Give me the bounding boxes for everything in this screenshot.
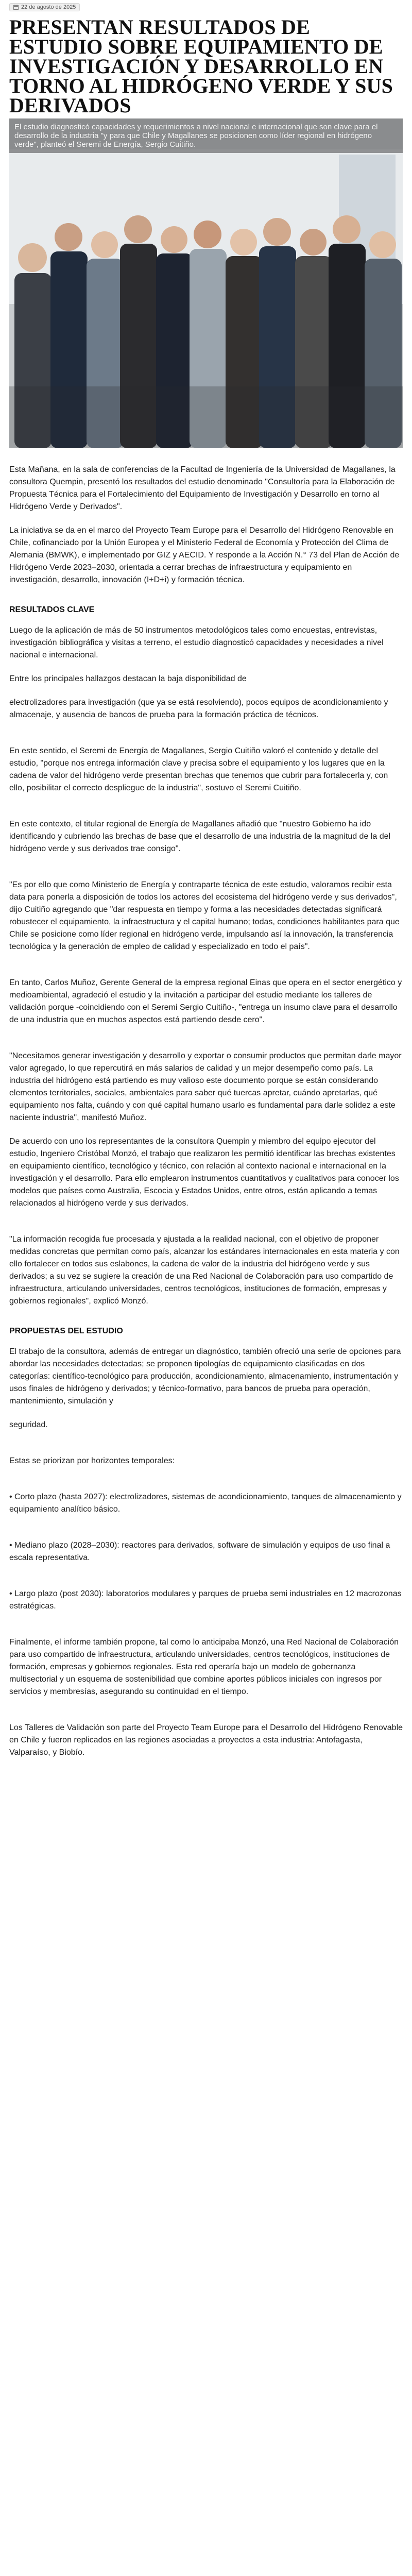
paragraph: "Necesitamos generar investigación y desarrollo y exportar o consumir productos que permitan darle mayor valor agregado, lo que repercutirá en más salarios de calidad y un mejor desempeño como país. La industria del hidrógeno está partiendo es muy valioso este documento porque se están considerando elementos territoriales, sociales, ambientales para saber qué tuercas apretar, cuándo apretarlas, qué equipamiento nos falta, cuándo y con qué capital humano usarlo es fundamental para darle solidez a este naciente industria", manifestó Muñoz. xyxy=(9,1052,402,1122)
hero-photo xyxy=(9,118,403,448)
paragraph: electrolizadores para investigación (que ya se está resolviendo), pocos equipos de acondicionamiento y almacenaje, y ausencia de bancos de prueba para la formación práctica de técnicos. xyxy=(9,698,388,719)
list-item: • Corto plazo (hasta 2027): electrolizadores, sistemas de acondicionamiento, tanques de almacenamiento y equipamiento analítico básico. xyxy=(9,1493,402,1514)
paragraph: Luego de la aplicación de más de 50 instrumentos metodológicos tales como encuestas, entrevistas, investigación bibliográfica y visitas a terreno, el estudio diagnosticó capacidades y necesidades a nivel nacional e internacional. xyxy=(9,626,384,659)
article-body xyxy=(9,448,403,1759)
paragraph: Estas se priorizan por horizontes temporales: xyxy=(9,1456,175,1465)
list-item: • Largo plazo (post 2030): laboratorios modulares y parques de prueba semi industriales en 12 macrozonas estratégicas. xyxy=(9,1589,402,1611)
article-headline: PRESENTAN RESULTADOS DE ESTUDIO SOBRE EQUIPAMIENTO DE INVESTIGACIÓN Y DESARROLLO EN TORNO AL HIDRÓGENO VERDE Y SUS DERIVADOS xyxy=(9,15,393,117)
article-page xyxy=(0,2,412,1759)
paragraph: En este sentido, el Seremi de Energía de Magallanes, Sergio Cuitiño valoró el contenido y detalle del estudio, "porque nos entrega información clave y precisa sobre el equipamiento y los lugares que en la cadena de valor del hidrógeno verde presentan brechas que tenemos que cubrir para fortalecerla y, con ello, posibilitar el correcto despliegue de la industria", sostuvo el Seremi Cuitiño. xyxy=(9,747,388,792)
paragraph: En tanto, Carlos Muñoz, Gerente General de la empresa regional Einas que opera en el sector energético y medioambiental, agradeció el estudio y la invitación a participar del estudio mediante los talleres de validación porque -coincidiendo con el Seremi Sergio Cuitiño-, "entrega un insumo clave para el desarrollo de una industria que en muchos aspectos está partiendo desde cero". xyxy=(9,978,402,1024)
article-date: 22 de agosto de 2025 xyxy=(21,4,76,10)
paragraph: Finalmente, el informe también propone, tal como lo anticipaba Monzó, una Red Nacional de Colaboración para uso compartido de infraestructura, articulando universidades, centros tecnológicos, instituciones de formación, empresas y gobiernos regionales. Esta red operaría bajo un modelo de gobernanza multisectorial y un esquema de sostenibilidad que combine aportes públicos iniciales con ingresos por servicios y membresías, asegurando su continuidad en el tiempo. xyxy=(9,1638,399,1696)
paragraph: Los Talleres de Validación son parte del Proyecto Team Europe para el Desarrollo del Hidrógeno Renovable en Chile y fueron replicados en las regiones asociadas a proyectos a esta industria: Antofagasta, Valparaíso, y Biobío. xyxy=(9,1723,403,1757)
list-item: • Mediano plazo (2028–2030): reactores para derivados, software de simulación y equipos de uso final a escala representativa. xyxy=(9,1541,390,1562)
section-title-resultados: RESULTADOS CLAVE xyxy=(9,605,95,614)
paragraph: La iniciativa se da en el marco del Proyecto Team Europe para el Desarrollo del Hidrógeno Renovable en Chile, cofinanciado por la Unión Europea y el Ministerio Federal de Economía y Protección del Clima de Alemania (BMWK), e implementado por GIZ y AECID. Y responde a la Acción N.° 73 del Plan de Acción de Hidrógeno Verde 2023–2030, orientada a cerrar brechas de infraestructura y equipamiento en investigación, desarrollo, innovación (I+D+i) y formación técnica. xyxy=(9,526,400,584)
paragraph: Esta Mañana, en la sala de conferencias de la Facultad de Ingeniería de la Universidad de Magallanes, la consultora Quempin, presentó los resultados del estudio denominado "Consultoría para la Elaboración de Propuesta Técnica para el Fortalecimiento del Equipamiento de Investigación y Desarrollo en torno al Hidrógeno Verde y Derivados". xyxy=(9,465,396,511)
paragraph: "La información recogida fue procesada y ajustada a la realidad nacional, con el objetivo de proponer medidas concretas que permitan como país, alcanzar los estándares internacionales en esta materia y con ello fortalecer en todos sus eslabones, la cadena de valor de la industria del hidrógeno verde y sus derivados; a su vez se sugiere la creación de una Red Nacional de Colaboración para uso compartido de infraestructura, articulando universidades, centros tecnológicos, instituciones de formación, empresas y gobiernos regionales", explicó Monzó. xyxy=(9,1235,400,1306)
paragraph: En este contexto, el titular regional de Energía de Magallanes añadió que "nuestro Gobierno ha ido identificando y cubriendo las brechas de base que el desarrollo de una industria de la magnitud de la del hidrógeno verde y sus derivados trae consigo". xyxy=(9,820,391,853)
date-badge xyxy=(9,3,80,11)
paragraph: Entre los principales hallazgos destacan la baja disponibilidad de xyxy=(9,674,247,683)
date-bar xyxy=(9,2,403,12)
paragraph: "Es por ello que como Ministerio de Energía y contraparte técnica de este estudio, valoramos recibir esta data para ponerla a disposición de todos los actores del ecosistema del hidrógeno verde y sus derivados", dijo Cuitiño agregando que "dar respuesta en tiempo y forma a las necesidades detectadas significará robustecer el equipamiento, la infraestructura y el capital humano; todas, condiciones habilitantes para que Chile se posicione como líder regional en hidrógeno verde, impulsando así la innovación, la transferencia tecnológica y la generación de empleo de calidad y especializado en todo el país". xyxy=(9,880,400,951)
group-photo-illustration xyxy=(9,118,403,448)
paragraph: De acuerdo con uno los representantes de la consultora Quempin y miembro del equipo ejecutor del estudio, Ingeniero Cristóbal Monzó, el trabajo que realizaron les permitió identificar las brechas existentes en equipamiento científico, tecnológico y técnico, con relación al contexto nacional e internacional en la investigación y el desarrollo. Para ello emplearon instrumentos cuantitativos y cualitativos para conocer los modelos que países como Australia, Escocia y Estados Unidos, entre otros, están aplicando a temas relacionados al hidrógeno verde y sus derivados. xyxy=(9,1137,399,1208)
paragraph: seguridad. xyxy=(9,1420,48,1429)
paragraph: El trabajo de la consultora, además de entregar un diagnóstico, también ofreció una serie de opciones para abordar las necesidades detectadas; se proponen tipologías de equipamiento clasificadas en dos categorías: científico-tecnológico para producción, acondicionamiento, almacenamiento, instrumentación y usos finales de hidrógeno y derivados; y técnico-formativo, para bancos de prueba para operación, mantenimiento, simulación y xyxy=(9,1347,401,1405)
section-title-propuestas: PROPUESTAS DEL ESTUDIO xyxy=(9,1327,123,1335)
hero-caption: El estudio diagnosticó capacidades y requerimientos a nivel nacional e internacional que son clave para el desarrollo de la industria "y para que Chile y Magallanes se posicionen como líder regional en hidrógeno verde", planteó el Seremi de Energía, Sergio Cuitiño. xyxy=(9,118,403,153)
calendar-icon xyxy=(13,5,19,10)
